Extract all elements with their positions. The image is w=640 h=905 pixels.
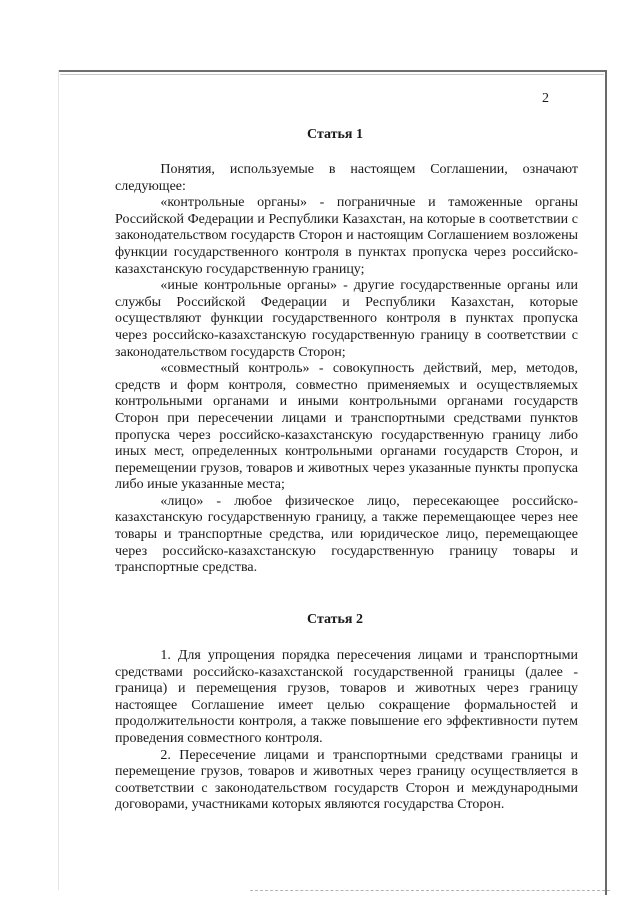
article-2-body bbox=[115, 648, 578, 814]
article-1-paragraph: «совместный контроль» - совокупность действий, мер, методов, средств и форм контроля, совместно применяемых и осуществляемых контрольными органами и иными контрольными органами государств Сторон при пересечении лицами и транспортными средствами пунктов пропуска через российско-казахстанскую государственную границу либо иных мест, определенных контрольными органами государств Сторон, и перемещении грузов, товаров и животных через указанные пункты пропуска либо иные указанные места; bbox=[115, 361, 578, 493]
page-right-border bbox=[605, 70, 607, 895]
page-left-border bbox=[58, 70, 59, 890]
article-1-paragraph: «контрольные органы» - пограничные и таможенные органы Российской Федерации и Республики Казахстан, на которые в соответствии с законодательством государств Сторон и настоящим Соглашением возложены функции государственного контроля в пунктах пропуска через российско-казахстанскую государственную границу; bbox=[115, 195, 578, 277]
page-bottom-scan-artifact bbox=[250, 890, 610, 891]
article-1-paragraph: Понятия, используемые в настоящем Соглашении, означают следующее: bbox=[115, 162, 578, 194]
page-number: 2 bbox=[542, 91, 549, 106]
article-2-title: Статья 2 bbox=[307, 612, 363, 627]
article-1-paragraph: «иные контрольные органы» - другие государственные органы или службы Российской Федерации и Республики Казахстан, которые осуществляют функции государственного контроля в пунктах пропуска через российско-казахстанскую государственную границу в соответствии с законодательством государств Сторон; bbox=[115, 278, 578, 360]
article-2-paragraph: 2. Пересечение лицами и транспортными средствами границы и перемещение грузов, товаров и животных через границу осуществляется в соответствии с законодательством государств Сторон и международными договорами, участниками которых являются государства Сторон. bbox=[115, 747, 578, 813]
page-top-border bbox=[58, 70, 606, 72]
article-1-title: Статья 1 bbox=[307, 127, 363, 142]
article-1-body bbox=[115, 162, 578, 577]
page-top-border-shadow bbox=[60, 74, 604, 75]
article-1-paragraph: «лицо» - любое физическое лицо, пересекающее российско-казахстанскую государственную границу, а также перемещающее через нее товары и транспортные средства, или юридическое лицо, перемещающее через российско-казахстанскую государственную границу товары и транспортные средства. bbox=[115, 493, 578, 576]
article-2-paragraph: 1. Для упрощения порядка пересечения лицами и транспортными средствами российско-казахстанской государственной границы (далее - граница) и перемещения грузов, товаров и животных через границу настоящее Соглашение имеет целью сокращение формальностей и продолжительности контроля, а также повышение его эффективности путем проведения совместного контроля. bbox=[115, 648, 578, 746]
